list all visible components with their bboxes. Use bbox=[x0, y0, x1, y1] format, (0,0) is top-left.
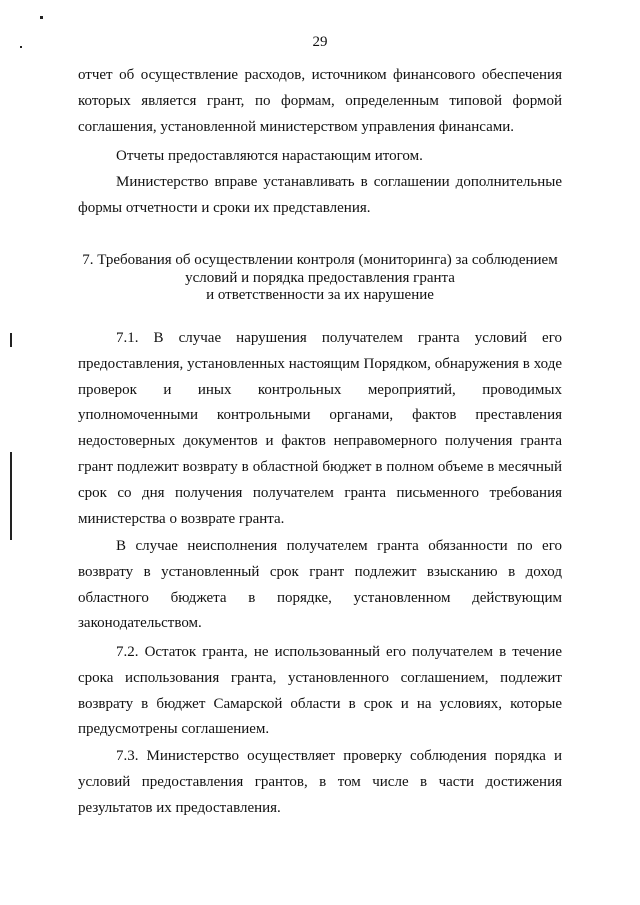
page-number: 29 bbox=[312, 34, 328, 50]
scan-mark bbox=[10, 452, 12, 540]
paragraph-report-forms: отчет об осуществление расходов, источником финансового обеспечения которых является грант, по формам, определенным типовой формой соглашения, установленной министерством управления финансами. bbox=[78, 67, 562, 135]
scan-mark bbox=[40, 16, 43, 19]
section-heading-line: условий и порядка предоставления гранта bbox=[185, 269, 455, 286]
paragraph-7-2: 7.2. Остаток гранта, не использованный его получателем в течение срока использования гранта, установленного соглашением, подлежит возврату в бюджет Самарской области в срок и на условиях, которые предусмотрены соглашением. bbox=[78, 644, 562, 738]
section-heading-line: и ответственности за их нарушение bbox=[206, 287, 434, 303]
paragraph-cumulative-reports: Отчеты предоставляются нарастающим итогом. bbox=[116, 148, 423, 164]
paragraph-7-1: 7.1. В случае нарушения получателем гранта условий его предоставления, установленных настоящим Порядком, обнаружения в ходе проверок и иных контрольных мероприятий, проводимых уполномоченными контрольными органами, фактов преставления недостоверных документов и фактов неправомерного получения гранта грант подлежит возврату в областной бюджет в полном объеме в месячный срок со дня получения получателем гранта письменного требования министерства о возврате гранта. bbox=[78, 330, 562, 527]
paragraph-7-3: 7.3. Министерство осуществляет проверку соблюдения порядка и условий предоставления грантов, в том числе в части достижения результатов их предоставления. bbox=[78, 748, 562, 816]
paragraph-additional-forms: Министерство вправе устанавливать в соглашении дополнительные формы отчетности и сроки их представления. bbox=[78, 174, 562, 216]
scan-mark bbox=[10, 333, 12, 347]
section-heading-line: 7. Требования об осуществлении контроля (мониторинга) за соблюдением bbox=[82, 252, 558, 268]
paragraph-non-fulfillment: В случае неисполнения получателем гранта обязанности по его возврату в установленный срок грант подлежит взысканию в доход областного бюджета в порядке, установленном действующим законодательством. bbox=[78, 538, 562, 632]
section-heading bbox=[78, 252, 562, 305]
